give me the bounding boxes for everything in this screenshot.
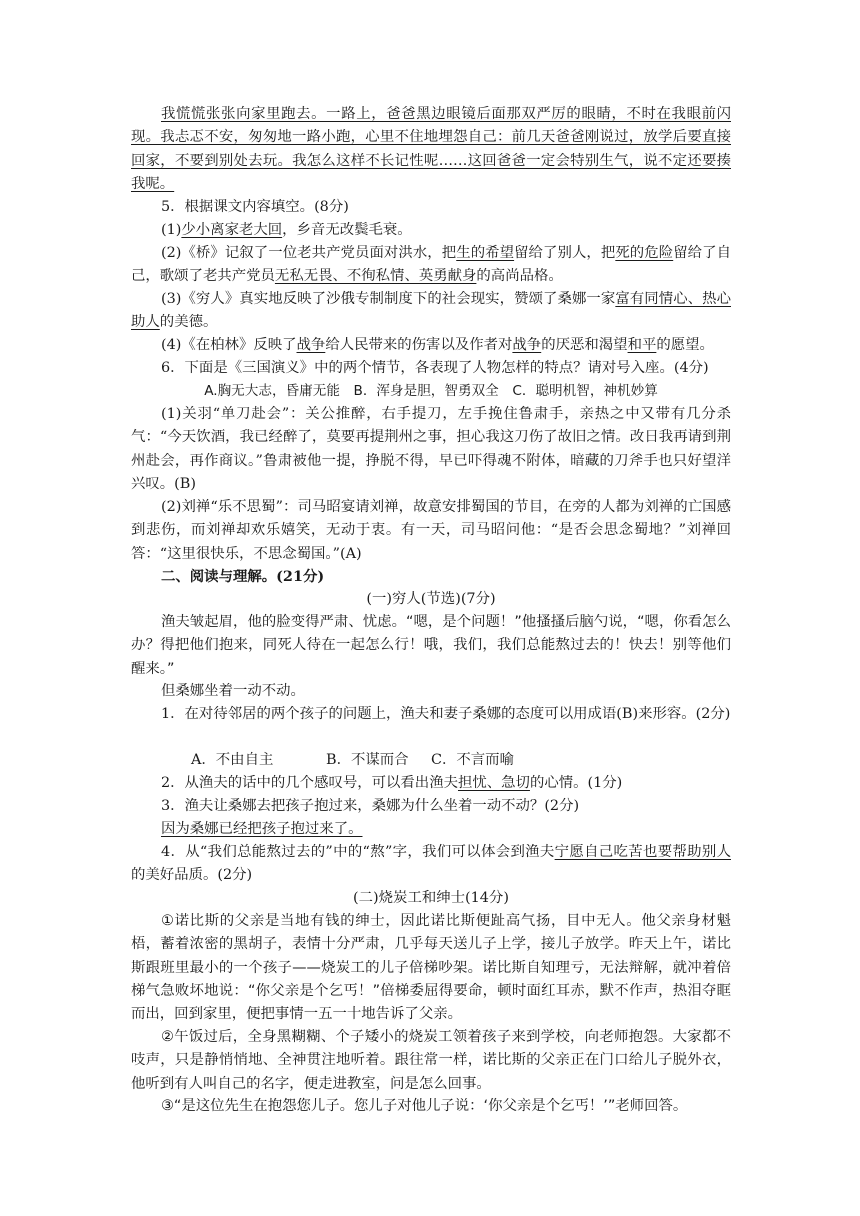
reading-1-q1-options	[131, 749, 731, 772]
q5-3-text-2: 的美德。	[159, 314, 218, 331]
q5-3-answer-1: 富有同情心、热心助人	[131, 291, 731, 331]
q4-text-1: 4．从“我们总能熬过去的”中的“熬”字，我们可以体会到渔夫	[161, 844, 555, 860]
reading-1-q3-answer: 因为桑娜已经把孩子抱过来了。	[161, 821, 363, 837]
q5-2-text-2: 留给了别人，把	[514, 245, 616, 261]
reading-1-q4	[131, 841, 731, 888]
q5-item-4	[131, 334, 731, 357]
q5-2-answer-3: 无私无畏、不徇私情、英勇献身	[274, 268, 477, 285]
q5-item-3	[131, 288, 731, 335]
q4-answer: 宁愿自己吃苦也要帮助别人	[554, 844, 731, 860]
reading-2-para-2: ②午饭过后，全身黑糊糊、个子矮小的烧炭工领着孩子来到学校，向老师抱怨。大家都不吱声，只是静悄悄地、全神贯注地听着。跟往常一样，诺比斯的父亲正在门口给儿子脱外衣，他听到有人叫自己的名字，便走进教室，问是怎么回事。	[131, 1029, 731, 1092]
q5-2-text-3: 留给了自己，歌颂了老共产党员	[131, 245, 731, 285]
q5-1-prefix: (1)	[161, 222, 182, 238]
q2-text-1: 2．从渔夫的话中的几个感叹号，可以看出渔夫	[161, 775, 458, 791]
q4-text-2: 的美好品质。(2分)	[131, 867, 253, 884]
reading-2-title: (二)烧炭工和绅士(14分)	[353, 890, 509, 906]
option-a: A．不由自主	[191, 752, 274, 768]
q5-item-1	[131, 219, 731, 242]
reading-1-q3: 3．渔夫让桑娜去把孩子抱过来，桑娜为什么坐着一动不动？(2分)	[161, 798, 580, 814]
q6-options: A.胸无大志，昏庸无能 B．浑身是胆，智勇双全 C．聪明机智，神机妙算	[204, 383, 658, 399]
q5-2-text-4: 的高尚品格。	[476, 268, 563, 285]
reading-2-para-1: ①诺比斯的父亲是当地有钱的绅士，因此诺比斯便趾高气扬，目中无人。他父亲身材魁梧，蓄着浓密的黑胡子，表情十分严肃，几乎每天送儿子上学，接儿子放学。昨天上午，诺比斯跟班里最小的一个孩子——烧炭工的儿子倍梯吵架。诺比斯自知理亏，无法辩解，就冲着倍梯气急败坏地说：“你父亲是个乞丐！”倍梯委屈得要命，顿时面红耳赤，默不作声，热泪夺眶而出，回到家里，便把事情一五一十地告诉了父亲。	[131, 913, 731, 1023]
q5-item-2	[131, 242, 731, 289]
reading-2-para-3: ③“是这位先生在抱怨您儿子。您儿子对他儿子说：‘你父亲是个乞丐！’”老师回答。	[161, 1098, 688, 1114]
q5-4-text-1: (4)《在柏林》反映了	[161, 337, 297, 353]
q5-2-answer-2: 死的危险	[615, 245, 674, 261]
reading-1-title: (一)穷人(节选)(7分)	[366, 591, 496, 607]
q5-2-text-1: (2)《桥》记叙了一位老共产党员面对洪水，把	[161, 245, 457, 261]
q2-text-2: 的心情。(1分)	[529, 775, 623, 791]
q6-stem: 6．下面是《三国演义》中的两个情节，各表现了人物怎样的特点？请对号入座。(4分)	[161, 360, 709, 376]
q5-2-answer-1: 生的希望	[456, 245, 515, 261]
q5-4-answer-3: 和平	[627, 337, 657, 353]
passage-top: 我慌慌张张向家里跑去。一路上，爸爸黑边眼镜后面那双严厉的眼睛，不时在我眼前闪现。我忐忑不安，匆匆地一路小跑，心里不住地埋怨自己：前几天爸爸刚说过，放学后要直接回家，不要到别处去玩。我怎么这样不长记性呢……这回爸爸一定会特别生气，说不定还要揍我呢。	[131, 106, 731, 192]
option-b: B．不谋而合	[326, 752, 409, 768]
reading-1-q1: 1．在对待邻居的两个孩子的问题上，渔夫和妻子桑娜的态度可以用成语(B)来形容。(2分)	[161, 706, 731, 722]
q5-4-text-2: 给人民带来的伤害以及作者对	[325, 337, 513, 353]
q5-4-text-3: 的厌恶和渴望	[541, 337, 628, 353]
q6-item-2: (2)刘禅“乐不思蜀”：司马昭宴请刘禅，故意安排蜀国的节目，在旁的人都为刘禅的亡国感到悲伤，而刘禅却欢乐嬉笑，无动于衷。有一天，司马昭问他：“是否会思念蜀地？”刘禅回答：“这里很快乐，不思念蜀国。”(A)	[131, 499, 731, 562]
reading-1-para-2: 但桑娜坐着一动不动。	[161, 683, 305, 699]
q5-4-answer-2: 战争	[512, 337, 542, 353]
q5-4-text-4: 的愿望。	[656, 337, 714, 353]
q5-stem: 5．根据课文内容填空。(8分)	[161, 199, 349, 215]
q5-4-answer-1: 战争	[296, 337, 326, 353]
q2-answer: 担忧、急切	[457, 775, 530, 791]
q5-3-text-1: (3)《穷人》真实地反映了沙俄专制制度下的社会现实，赞颂了桑娜一家	[161, 291, 616, 307]
section-2-heading: 二、阅读与理解。(21分)	[161, 568, 325, 585]
reading-1-q2	[131, 772, 731, 795]
option-c: C．不言而喻	[431, 752, 514, 768]
reading-1-para-1: 渔夫皱起眉，他的脸变得严肃、忧虑。“嗯，是个问题！”他搔搔后脑勺说，“嗯，你看怎么办？得把他们抱来，同死人待在一起怎么行！哦，我们，我们总能熬过去的！快去！别等他们醒来。”	[131, 614, 731, 677]
q5-1-suffix: ，乡音无改鬓毛衰。	[282, 222, 412, 238]
q6-item-1: (1)关羽“单刀赴会”：关公推醉，右手提刀，左手挽住鲁肃手，亲热之中又带有几分杀气：“今天饮酒，我已经醉了，莫要再提荆州之事，担心我这刀伤了故旧之情。改日我再请到荆州赴会，再作商议。”鲁肃被他一提，挣脱不得，早已吓得魂不附体，暗藏的刀斧手也只好望洋兴叹。(B)	[131, 406, 731, 492]
q5-1-answer: 少小离家老大回	[181, 222, 283, 238]
